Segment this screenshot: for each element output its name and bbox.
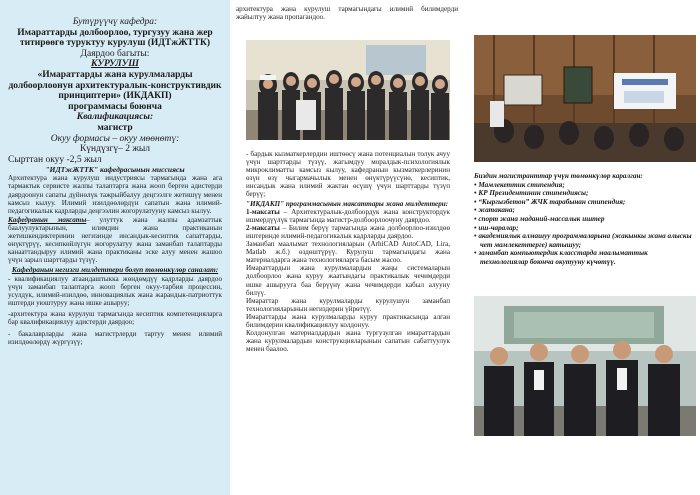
students-photo-image — [246, 40, 450, 140]
condition-item: • “Кыргызбетон” ЖЧК тарабынан стипендия; — [474, 197, 626, 206]
program-suffix: программасы боюнча — [68, 101, 162, 112]
condition-item: • Мамлекеттик стипендия; — [474, 180, 565, 189]
direction-row — [8, 49, 222, 60]
qualification-value: магистр — [97, 122, 133, 133]
duty-item-1: - квалификациялуу атаандаштыкка жөндөмдүү кадрларды даярдоо үчүн заманбап талаптарга жооп берген окуу-тарбия процессин, усулдук, илимий-изилдөө, инновациялык жана жарандык-патриоттук иштерди уюштуруу жана ишке ашыруу; — [8, 274, 222, 308]
left-column — [0, 0, 230, 495]
qualification-label: Квалификациясы: — [76, 112, 154, 123]
dept-name: Имараттарды долбоорлоо, тургузуу жана жер титирөөгө туруктуу курулуш (ИДТжЖТТК) — [17, 27, 213, 49]
tasks-para-5: Колдонулган материалдардын жана тургузулган имараттардын жана курулмалардын конструкцияларынын сапатын сабаттуулук менен баалоо. — [246, 329, 450, 354]
condition-item: • иш-чаралар; — [474, 223, 519, 232]
condition-item: • КР Президентинин стипендиясы; — [474, 189, 589, 198]
goal-text: – улуттук жана жалпы адамзаттык баалуулуктарынын, илимдин жана практиканын жетишкендиктеринин негизинде инсандык-кесиптик сапаттарды, өнүктүрүү, кесипкөйлүгүн жогорулатуу жана заманбап талаптарды канааттандыруу илимий жана практиканы эске алуу менен жашоо үчүн зарыл шарттарды түзүү. — [8, 215, 222, 265]
goal-title: Кафедранын максаты — [8, 215, 87, 224]
conditions-paragraph: - бардык кызматкерлердин иштөөсү жана потенциалын толук ачуу үчүн шарттарды түзүү, жагымдуу моралдык-психологиялык микроклиматты камсыз кылуу, кафедранын кызматкерлеринин өзүн өзү чыгармачылык менен өнүктүрүүсүнө, кесиптик, инсандык жана илимий жактан өсүшү үчүн шарттарды түзүп берүү; — [246, 150, 450, 199]
tasks-para-3: Имараттар жана курулмаларды курулушун заманбап технологияларынын негиздерин үйрөтүү. — [246, 296, 450, 313]
tasks-para-1: Заманбап маалымат технологияларын (ArhiCAD AutoCAD, Lira, Matlab ж.б.) өздөштүрүү. Курулуш тармагындагы жана материалдарга жана технологияларга басым жасоо. — [246, 240, 450, 265]
goal-1-text: – Архитектуралык-долбоордук жана конструктордук ишмердүүлүк тармагында магистр-долбоорлоочуну даярдоо. — [246, 207, 450, 224]
conditions-title: Биздин магистранттар үчүн төмөнкүлөр каралган: — [474, 172, 643, 180]
duty-item-3: - бакалаврларды жана магистрлерди тартуу менен илимий изилдөөлөрдү жүргүзүү; — [8, 329, 222, 346]
group-photo-image — [474, 296, 696, 436]
students-classroom-photo — [246, 40, 450, 140]
intro-text: архитектура жана курулуш тармагындагы илимий билимдерди жайылтуу жана пропагандоо. — [236, 5, 458, 22]
condition-item: • академиялык алмашуу программаларына (жакынкы жана алыскы чет мамлекеттерге) катышуу; — [474, 232, 692, 249]
goal-2-row — [246, 224, 450, 240]
goal-1-label: 1-максаты — [246, 207, 280, 216]
middle-column — [236, 0, 458, 495]
conference-photo — [474, 35, 696, 162]
direction-label: Даярдоо багыты: — [80, 48, 150, 59]
program-name: «Имараттарды жана курулмаларды долбоорлоонун архитектуралык-конструктивдик принциптери» (ИКДАКП) — [8, 69, 222, 102]
conference-photo-image — [474, 35, 696, 162]
duties-title: Кафедранын негизги милдеттери болуп төмөнкүлөр саналат: — [11, 265, 219, 275]
conditions-list — [474, 172, 692, 267]
mission-title: "ИДТжЖТТК" кафедрасынын миссиясы — [45, 165, 185, 175]
direction-name: КУРУЛУШ — [91, 59, 139, 70]
tasks-para-4: Имараттарды жана курулмаларды куруу практикасында алган билимдерин квалификациялуу колдонуу. — [246, 312, 450, 329]
right-column — [466, 0, 700, 495]
program-goals-title: "ИКДАКП" программасынын максаттары жана милдеттери: — [246, 199, 449, 208]
condition-item: • заманбап компьютердик класстарда маалыматтык технологиялар боюнча окутууну күчөтүү. — [474, 249, 648, 266]
mission-text: Архитектура жана курулуш индустриясы тармагында жана ага тармактык сервисте жалпы талаптарга жана жооп берген адистерди даярдоонун сапаты дүйнөлүк тажрыйбалуу деңгээлге жетишүү менен камсыз кылуу. Илимий изилдөөлөрдүн сапатын жана илимий-педагогикалык кадрларды деңгээлин жогорулатууну камсыз кылуу. — [8, 174, 222, 215]
condition-item: • жатакана; — [474, 206, 515, 215]
goal-2-text: – Билим берүү тармагында жана долбоорлоо-изилдөө иштеринде илимий-педагогикалык кадрларды даярдоо. — [246, 223, 450, 240]
goal-paragraph — [8, 216, 222, 265]
goal-1-row — [246, 208, 450, 224]
duty-item-2: -архитектура жана курулуш тармагында кесиптик компетенцияларга бар квалификациялуу адистерди даярдоо; — [8, 310, 222, 327]
group-photo — [474, 296, 696, 436]
dept-label: Бутүрүүчү кафедра: — [72, 17, 158, 27]
middle-text-block — [246, 150, 450, 353]
header-block — [0, 0, 230, 155]
tasks-para-2: Имараттардын жана курулмалардын жаңы системаларын долбоорлоо жана куруу жаатындагы практикалык чечимдерди ишке ашырууга баа берүүнү жана чечимдерди кабыл алууну билүү. — [246, 264, 450, 297]
study-form-extramural: Сырттан окуу -2,5 жыл — [8, 154, 102, 165]
study-form-day: Күндүзгү– 2 жыл — [79, 144, 151, 155]
condition-item: • спорт жана маданий-массалык иштер — [474, 214, 605, 223]
goal-2-label: 2-максаты — [246, 223, 280, 232]
study-form-label: Окуу формасы – окуу мөөнөтү: — [50, 133, 180, 144]
